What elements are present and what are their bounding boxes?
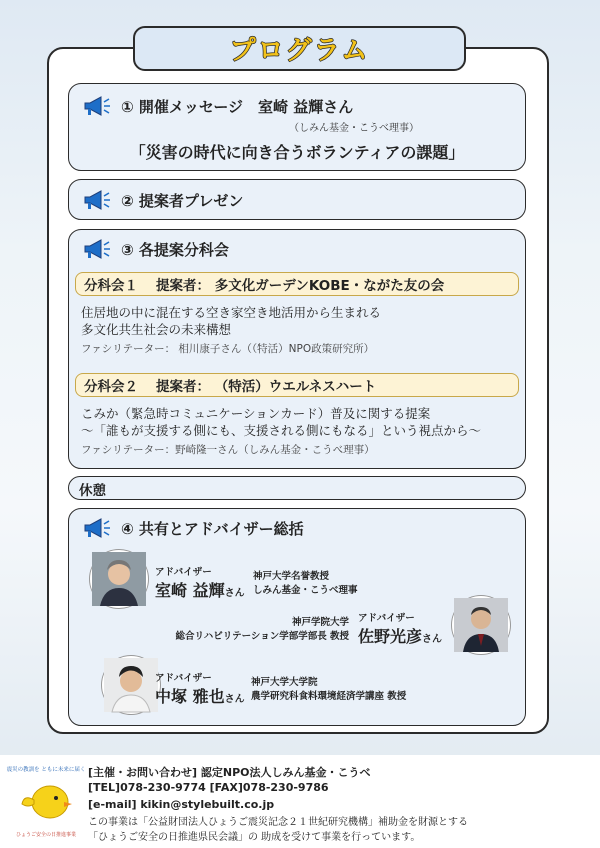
megaphone-icon <box>81 188 113 212</box>
advisor-2-name-block <box>358 624 442 647</box>
section-opening-message <box>68 83 526 171</box>
section-title: ③ 各提案分科会 <box>121 240 229 259</box>
footer-email[interactable]: [e-mail] kikin@stylebuilt.co.jp <box>88 798 275 811</box>
breakout-1-line1: 住居地の中に混在する空き家空き地活用から生まれる <box>81 305 382 320</box>
breakout-2-proposer: 提案者： （特活）ウエルネスハート <box>156 379 377 395</box>
section-header <box>81 237 229 261</box>
section-header <box>81 188 243 212</box>
footer-phone-fax: [TEL]078-230-9774 [FAX]078-230-9786 <box>88 781 329 794</box>
page-title: プログラム <box>229 36 370 66</box>
section-header <box>81 94 353 118</box>
advisor-2-honorific: さん <box>422 634 443 645</box>
megaphone-icon <box>81 94 113 118</box>
advisor-1-aff1: 神戸大学名誉教授 <box>253 571 330 582</box>
advisor-1-name-block <box>155 578 245 601</box>
mascot-bottom-text: ひょうご安全の日推進事業 <box>15 832 77 838</box>
megaphone-icon <box>81 516 113 540</box>
breakout-2-line1: こみか（緊急時コミュニケーションカード）普及に関する提案 <box>81 406 431 421</box>
breakout-2-label: 分科会２ <box>84 379 138 395</box>
speaker-affiliation: （しみん基金・こうべ理事） <box>289 123 419 134</box>
breakout-1-label: 分科会１ <box>84 278 138 294</box>
advisor-3-role: アドバイザー <box>155 673 212 684</box>
section-presentations <box>68 179 526 220</box>
advisor-3-name-block <box>155 684 245 707</box>
breakout-1-line2: 多文化共生社会の未来構想 <box>81 322 232 337</box>
advisor-2-photo <box>452 596 510 654</box>
advisor-3-name: 中塚 雅也 <box>155 687 225 706</box>
advisor-2-affiliation <box>163 616 349 644</box>
advisor-2-role: アドバイザー <box>358 613 415 624</box>
advisor-3-aff1: 神戸大学大学院 <box>251 677 318 688</box>
section-title: ① 開催メッセージ 室崎 益輝さん <box>121 97 354 116</box>
section-title: ④ 共有とアドバイザー総括 <box>121 519 304 538</box>
breakout-2-header <box>75 373 519 397</box>
megaphone-icon <box>81 237 113 261</box>
section-title: ② 提案者プレゼン <box>121 191 244 210</box>
breakout-2-facilitator: ファシリテーター：野崎隆一さん（しみん基金・こうべ理事） <box>81 444 375 456</box>
section-header <box>81 516 304 540</box>
breakout-1-facilitator: ファシリテーター： 相川康子さん（（特活）NPO政策研究所） <box>81 343 375 355</box>
section-breakout-sessions <box>68 229 526 469</box>
mascot-logo <box>6 762 86 840</box>
breakout-1-header <box>75 272 519 296</box>
break-label: 休憩 <box>79 483 106 499</box>
advisor-3-honorific: さん <box>224 694 245 705</box>
breakout-2-line2: ～「誰もが支援する側にも、支援される側にもなる」という視点から～ <box>81 423 482 438</box>
breakout-1-proposer: 提案者： 多文化ガーデンKOBE・ながた友の会 <box>156 278 445 294</box>
advisor-1-name: 室崎 益輝 <box>155 581 225 600</box>
advisor-1-affiliation <box>253 570 358 598</box>
keynote-theme: 「災害の時代に向き合うボランティアの課題」 <box>129 143 465 162</box>
advisor-2-name: 佐野光彦 <box>358 627 423 646</box>
section-break <box>68 476 526 500</box>
advisor-3-photo <box>102 656 160 714</box>
advisor-2-aff2: 総合リハビリテーション学部学部長 教授 <box>175 631 349 642</box>
advisor-1-role: アドバイザー <box>155 567 212 578</box>
advisor-3-affiliation <box>251 676 406 704</box>
footer-note-2: 「ひょうご安全の日推進県民会議」の 助成を受けて事業を行っています。 <box>88 832 421 843</box>
mascot-top-text: 震災の教訓を ともに未来に届く <box>6 767 86 773</box>
advisor-2-aff1: 神戸学院大学 <box>291 617 349 628</box>
advisor-1-aff2: しみん基金・こうべ理事 <box>253 585 358 596</box>
footer-organizer: [主催・お問い合わせ] 認定NPO法人しみん基金・こうべ <box>88 766 371 779</box>
program-title-tab <box>133 26 466 71</box>
footer-note-1: この事業は「公益財団法人ひょうご震災記念２１世紀研究機構」補助金を財源とする <box>88 817 468 828</box>
advisor-3-aff2: 農学研究科食料環境経済学講座 教授 <box>251 691 407 702</box>
advisor-1-honorific: さん <box>224 588 245 599</box>
advisor-1-photo <box>90 550 148 608</box>
